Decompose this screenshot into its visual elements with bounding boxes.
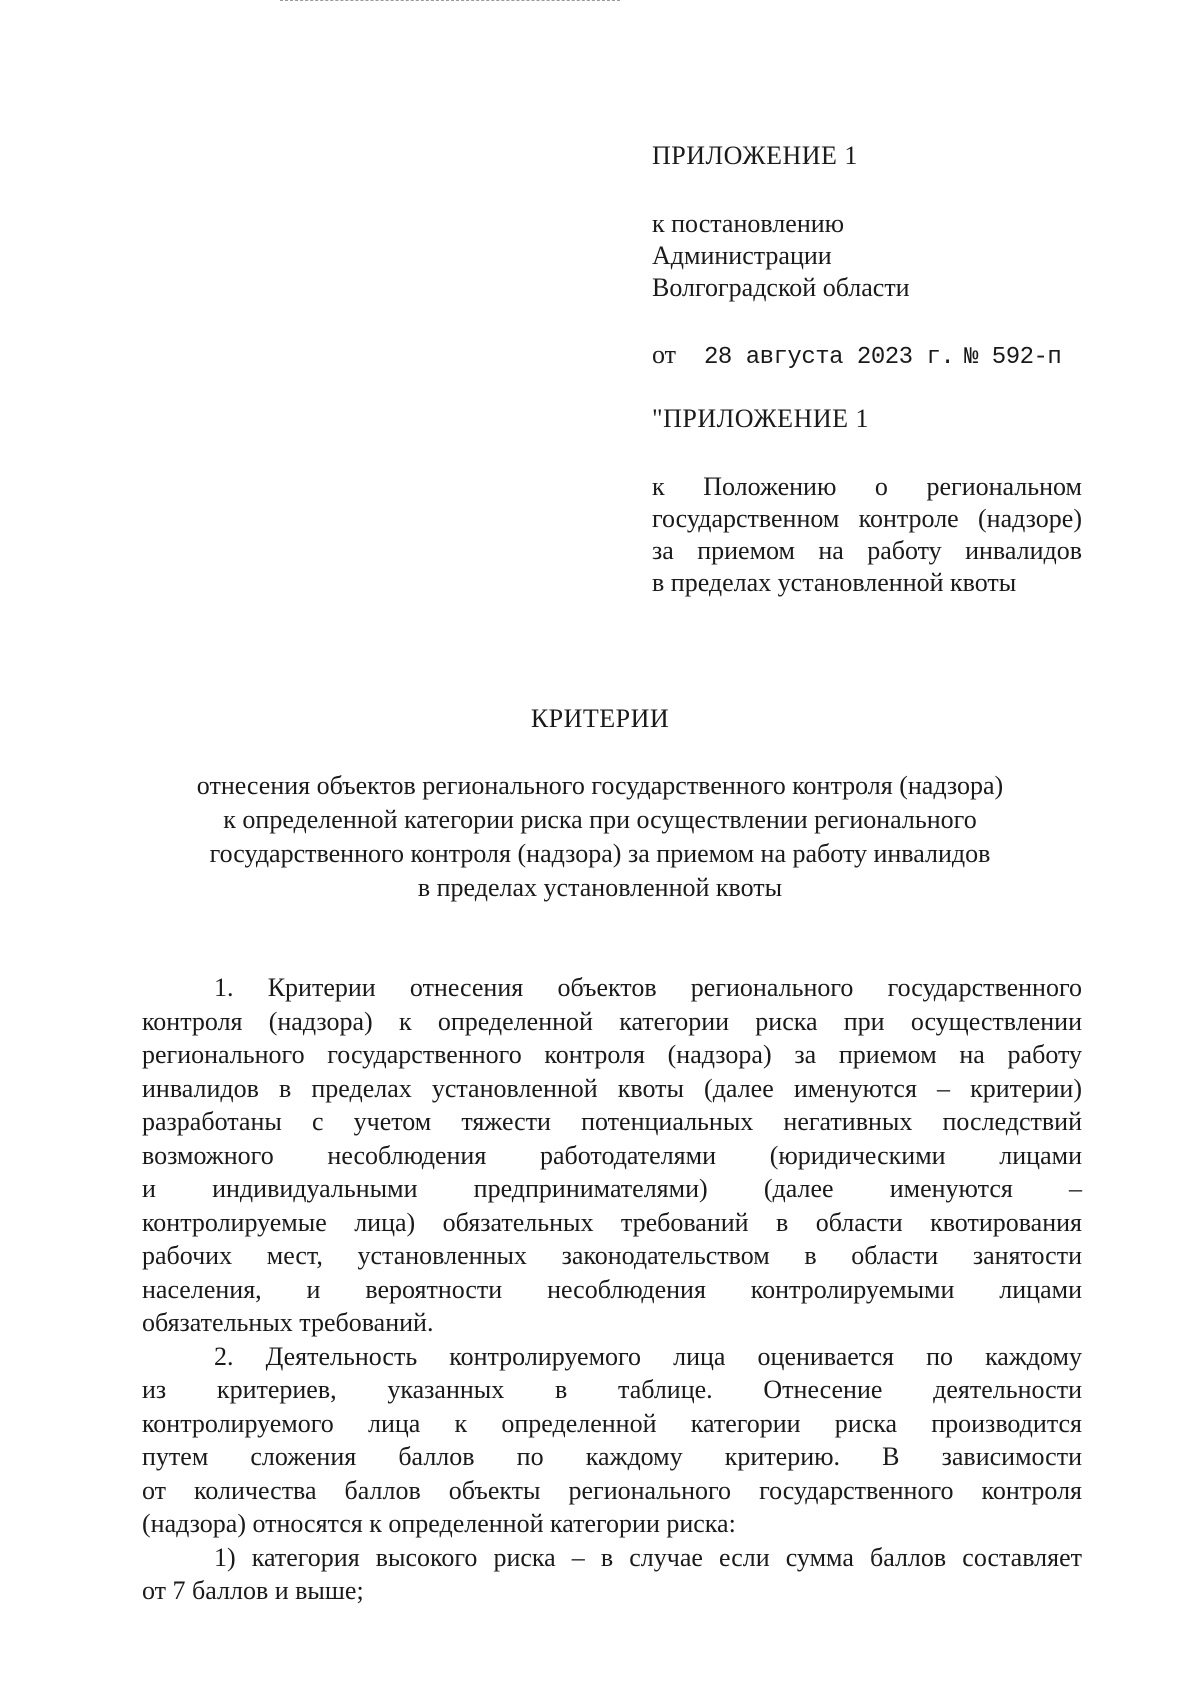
paragraph-2 <box>142 1340 1082 1541</box>
scan-edge <box>280 0 620 1</box>
paragraph-line: регионального государственного контроля (надзора) за приемом на работу <box>142 1040 1082 1069</box>
quoted-annex-title <box>652 403 1092 435</box>
paragraph-line: (надзора) относятся к определенной категории риска: <box>142 1509 736 1538</box>
regulation-reference-line: государственном контроле (надзоре) <box>652 504 1082 533</box>
paragraph-line: населения, и вероятности несоблюдения контролируемыми лицами <box>142 1274 1082 1304</box>
regulation-reference-line: за приемом на работу инвалидов <box>652 536 1082 565</box>
subtitle-line: государственного контроля (надзора) за приемом на работу инвалидов <box>209 839 991 868</box>
decree-date-line <box>652 339 1092 374</box>
decree-reference-line: Администрации <box>652 241 832 270</box>
annex-title-text: ПРИЛОЖЕНИЕ 1 <box>652 141 858 170</box>
paragraph-line: 2. Деятельность контролируемого лица оценивается по каждому <box>214 1341 1082 1371</box>
paragraph-line: обязательных требований. <box>142 1308 434 1337</box>
paragraph-line: инвалидов в пределах установленной квоты (далее именуются – критерии) <box>142 1073 1082 1103</box>
paragraph-line: 1. Критерии отнесения объектов регионального государственного <box>214 973 1082 1002</box>
document-subtitle <box>0 769 1200 905</box>
paragraph-line: контролируемого лица к определенной категории риска производится <box>142 1408 1082 1438</box>
paragraph-line: 1) категория высокого риска – в случае если сумма баллов составляет <box>214 1542 1082 1572</box>
paragraph-line: контролируемые лица) обязательных требований в области квотирования <box>142 1207 1082 1237</box>
decree-date: 28 августа 2023 г. <box>704 344 955 371</box>
subtitle-line: к определенной категории риска при осуществлении регионального <box>223 805 977 834</box>
paragraph-line: из критериев, указанных в таблице. Отнесение деятельности <box>142 1375 1082 1404</box>
paragraph-line: возможного несоблюдения работодателями (юридическими лицами <box>142 1140 1082 1170</box>
subtitle-line: отнесения объектов регионального государственного контроля (надзора) <box>196 771 1004 800</box>
document-heading: КРИТЕРИИ <box>530 704 670 733</box>
paragraph-line: и индивидуальными предпринимателями) (далее именуются – <box>142 1174 1082 1203</box>
subtitle-line: в пределах установленной квоты <box>417 873 783 902</box>
list-item-1 <box>142 1541 1082 1608</box>
regulation-reference-line: в пределах установленной квоты <box>652 568 1017 597</box>
paragraph-line: от 7 баллов и выше; <box>142 1576 364 1605</box>
paragraph-line: контроля (надзора) к определенной категории риска при осуществлении <box>142 1006 1082 1036</box>
date-prefix: от <box>652 340 677 369</box>
decree-reference-line: Волгоградской области <box>652 273 910 302</box>
decree-reference-line: к постановлению <box>652 209 845 238</box>
paragraph-line: разработаны с учетом тяжести потенциальных негативных последствий <box>142 1107 1082 1136</box>
paragraph-line: рабочих мест, установленных законодательством в области занятости <box>142 1241 1082 1270</box>
regulation-reference-line: к Положению о региональном <box>652 472 1082 501</box>
document-body <box>142 971 1082 1608</box>
decree-reference <box>652 208 1092 304</box>
annex-title <box>652 140 1092 172</box>
paragraph-line: от количества баллов объекты регионального государственного контроля <box>142 1475 1082 1505</box>
quoted-annex-title-text: "ПРИЛОЖЕНИЕ 1 <box>652 404 870 433</box>
paragraph-1 <box>142 971 1082 1340</box>
paragraph-line: путем сложения баллов по каждому критерию. В зависимости <box>142 1442 1082 1471</box>
decree-number: № 592-п <box>964 344 1062 371</box>
regulation-reference <box>652 471 1082 599</box>
